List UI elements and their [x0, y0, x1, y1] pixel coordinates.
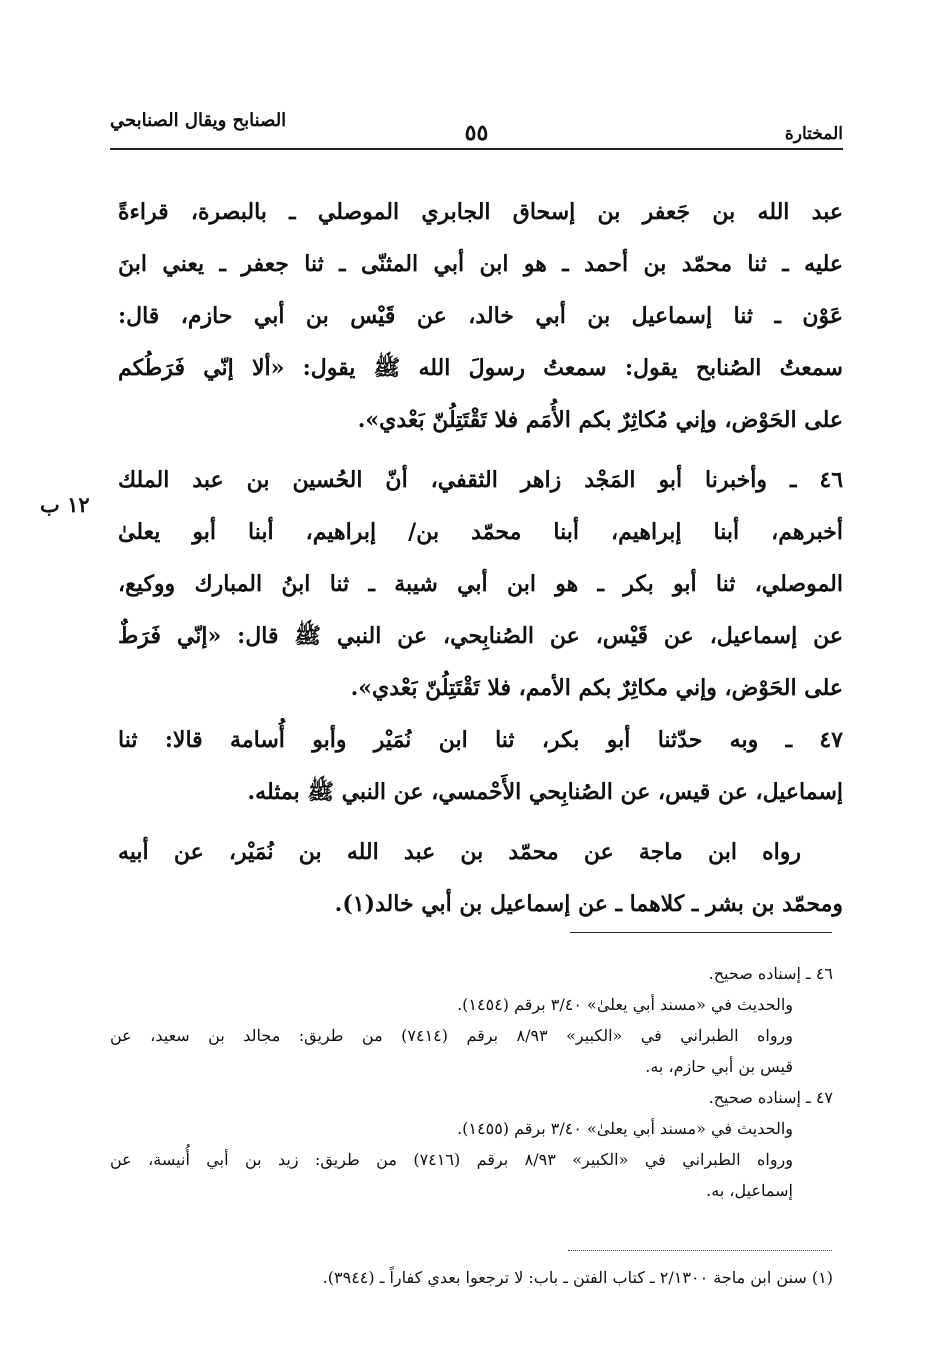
text-line: إسماعيل، عن قيس، عن الصُنابِحي الأَحْمسي، عن النبي ﷺ بمثله. — [247, 779, 843, 805]
note-line: ٤٧ ـ إسناده صحيح. — [708, 1088, 833, 1107]
footnote: (١) سنن ابن ماجة ٢/١٣٠٠ ـ كتاب الفتن ـ باب: لا ترجعوا بعدي كفاراً ـ (٣٩٤٤). — [322, 1268, 833, 1287]
text-line: الموصلي، ثنا أبو بكر ـ هو ابن أبي شيبة ـ ثنا ابنُ المبارك ووكيع، — [118, 571, 843, 597]
header-rule — [110, 148, 843, 150]
text-line: على الحَوْض، وإني مكاثِرٌ بكم الأمم، فلا تَقْتَتِلُنّ بَعْدي». — [350, 675, 843, 701]
text-line: ومحمّد بن بشر ـ كلاهما ـ عن إسماعيل بن أبي خالد(١). — [334, 891, 843, 917]
hadith-47-start: ٤٧ ـ وبه حدّثنا أبو بكر، ثنا ابن نُمَيْر وأبو أُسامة قالا: ثنا — [118, 727, 843, 753]
note-line: والحديث في «مسند أبي يعلىٰ» ٣/٤٠ برقم (١٤٥٤). — [457, 995, 793, 1014]
editor-notes — [110, 958, 833, 1206]
text-line: عن إسماعيل، عن قَيْس، عن الصُنابِحي، عن النبي ﷺ قال: «إنّي فَرَطٌ — [118, 623, 843, 649]
running-header — [110, 112, 843, 152]
page-number: ٥٥ — [464, 120, 489, 146]
manuscript-folio-note: ١٢ ب — [40, 492, 90, 517]
text-line: سمعتُ الصُنابح يقول: سمعتُ رسولَ الله ﷺ يقول: «ألا إنّي فَرَطُكم — [118, 355, 843, 381]
note-line: ورواه الطبراني في «الكبير» ٨/٩٣ برقم (٧٤١٤) من طريق: مجالد بن سعيد، عن — [110, 1026, 794, 1045]
chapter-title: الصنابح ويقال الصنابحي — [110, 110, 287, 131]
text-line: رواه ابن ماجة عن محمّد بن عبد الله بن نُمَيْر، عن أبيه — [118, 839, 801, 865]
note-line: ورواه الطبراني في «الكبير» ٨/٩٣ برقم (٧٤١٦) من طريق: زيد بن أبي أُنيسة، عن — [110, 1150, 793, 1169]
text-line: على الحَوْض، وإني مُكاثِرٌ بكم الأُمَم فلا تَقْتَتِلُنّ بَعْدي». — [357, 407, 843, 433]
note-line: ٤٦ ـ إسناده صحيح. — [708, 964, 833, 983]
text-line: عليه ـ ثنا محمّد بن أحمد ـ هو ابن أبي المثنّى ـ ثنا جعفر ـ يعني ابنَ — [118, 251, 843, 277]
notes-separator — [570, 932, 832, 933]
main-text — [118, 186, 843, 930]
footnote-separator — [568, 1250, 832, 1251]
hadith-46-start: ٤٦ ـ وأخبرنا أبو المَجْد زاهر الثقفي، أنّ الحُسين بن عبد الملك — [118, 467, 843, 493]
text-line: عبد الله بن جَعفر بن إسحاق الجابري الموصلي ـ بالبصرة، قراءةً — [118, 199, 843, 225]
text-line: أخبرهم، أبنا إبراهيم، أبنا محمّد بن/ إبراهيم، أبنا أبو يعلىٰ — [118, 519, 843, 545]
text-line: عَوْن ـ ثنا إسماعيل بن أبي خالد، عن قَيْس بن أبي حازم، قال: — [118, 303, 843, 329]
note-line: إسماعيل، به. — [706, 1181, 793, 1200]
book-title: المختارة — [784, 124, 843, 144]
note-line: والحديث في «مسند أبي يعلىٰ» ٣/٤٠ برقم (١٤٥٥). — [457, 1119, 793, 1138]
note-line: قيس بن أبي حازم، به. — [645, 1057, 793, 1076]
